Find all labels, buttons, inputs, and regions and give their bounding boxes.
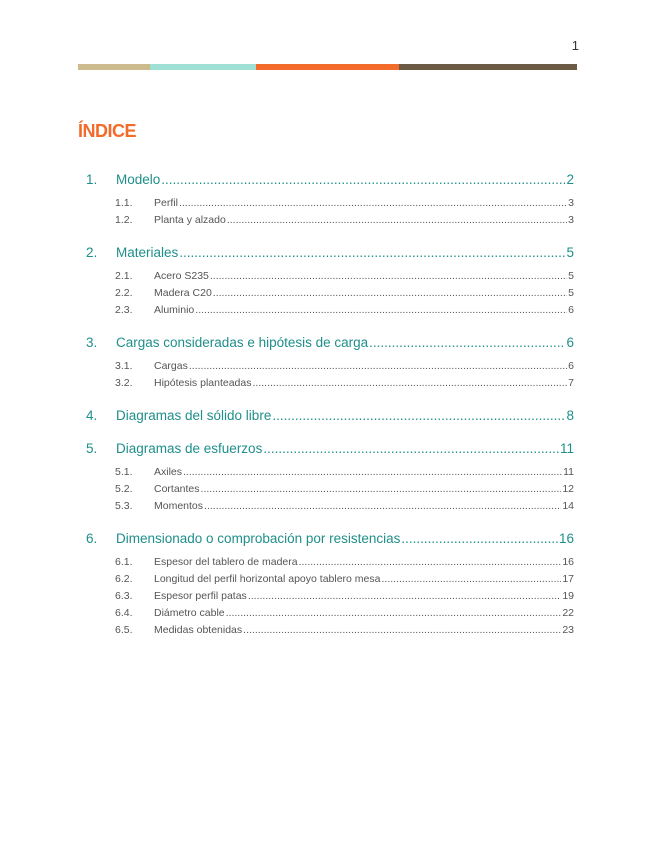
subsection-number: 5.3. [115, 500, 133, 512]
dot-leader [213, 285, 567, 302]
section-title: Materiales [116, 245, 179, 260]
subsection-number: 2.2. [115, 287, 133, 299]
color-bar-segment-1 [78, 64, 150, 70]
toc-subsection-entry[interactable] [115, 605, 574, 622]
toc-section [86, 407, 574, 425]
section-title: Diagramas del sólido libre [116, 408, 272, 423]
toc-section [86, 530, 574, 639]
section-page-number: 6 [566, 335, 574, 350]
subsection-page-number: 5 [568, 287, 574, 299]
toc-section-entry[interactable] [86, 407, 574, 425]
toc-section-entry[interactable] [86, 171, 574, 189]
section-page-number: 5 [566, 245, 574, 260]
dot-leader [299, 554, 562, 571]
subsection-page-number: 12 [562, 483, 574, 495]
subsection-number: 6.5. [115, 624, 133, 636]
dot-leader [272, 407, 565, 425]
subsection-number: 6.1. [115, 556, 133, 568]
subsection-page-number: 5 [568, 270, 574, 282]
toc-subsection-entry[interactable] [115, 554, 574, 571]
subsection-title: Espesor perfil patas [154, 590, 247, 602]
subsection-title: Perfil [154, 197, 178, 209]
subsection-title: Medidas obtenidas [154, 624, 243, 636]
section-page-number: 11 [559, 441, 574, 456]
color-bar-segment-4 [399, 64, 577, 70]
toc-subsection-entry[interactable] [115, 498, 574, 515]
dot-leader [179, 244, 565, 262]
subsection-number: 2.1. [115, 270, 133, 282]
subsection-title: Momentos [154, 500, 204, 512]
subsection-number: 6.3. [115, 590, 133, 602]
subsection-page-number: 11 [563, 466, 574, 478]
toc-section [86, 440, 574, 515]
section-number: 1. [86, 172, 98, 187]
toc-subsection-list [86, 464, 574, 515]
toc-subsection-entry[interactable] [115, 285, 574, 302]
color-bar-segment-2 [150, 64, 256, 70]
section-page-number: 2 [566, 172, 574, 187]
toc-subsection-entry[interactable] [115, 571, 574, 588]
toc-subsection-entry[interactable] [115, 358, 574, 375]
toc-section [86, 334, 574, 392]
subsection-title: Axiles [154, 466, 183, 478]
section-number: 4. [86, 408, 98, 423]
subsection-number: 6.2. [115, 573, 133, 585]
toc-section-entry[interactable] [86, 334, 574, 352]
subsection-number: 6.4. [115, 607, 133, 619]
section-page-number: 8 [566, 408, 574, 423]
section-title: Modelo [116, 172, 161, 187]
toc-subsection-entry[interactable] [115, 375, 574, 392]
subsection-page-number: 3 [568, 197, 574, 209]
toc-subsection-list [86, 554, 574, 639]
subsection-title: Acero S235 [154, 270, 209, 282]
subsection-number: 5.1. [115, 466, 133, 478]
dot-leader [227, 212, 567, 229]
subsection-number: 3.2. [115, 377, 133, 389]
table-of-contents [86, 171, 574, 654]
subsection-title: Cortantes [154, 483, 200, 495]
toc-subsection-entry[interactable] [115, 588, 574, 605]
toc-subsection-entry[interactable] [115, 481, 574, 498]
toc-subsection-entry[interactable] [115, 622, 574, 639]
section-number: 2. [86, 245, 98, 260]
subsection-page-number: 23 [562, 624, 574, 636]
dot-leader [226, 605, 562, 622]
toc-subsection-entry[interactable] [115, 268, 574, 285]
subsection-number: 2.3. [115, 304, 133, 316]
toc-heading: ÍNDICE [78, 121, 137, 141]
subsection-title: Diámetro cable [154, 607, 225, 619]
section-number: 3. [86, 335, 98, 350]
dot-leader [252, 375, 567, 392]
toc-subsection-entry[interactable] [115, 464, 574, 481]
dot-leader [183, 464, 562, 481]
color-bar-segment-3 [256, 64, 399, 70]
toc-section-entry[interactable] [86, 530, 574, 548]
dot-leader [179, 195, 567, 212]
toc-section [86, 171, 574, 229]
subsection-number: 5.2. [115, 483, 133, 495]
dot-leader [204, 498, 561, 515]
subsection-title: Aluminio [154, 304, 195, 316]
page-number: 1 [571, 38, 579, 53]
toc-section [86, 244, 574, 319]
section-title: Diagramas de esfuerzos [116, 441, 263, 456]
toc-subsection-entry[interactable] [115, 302, 574, 319]
subsection-page-number: 22 [562, 607, 574, 619]
subsection-number: 1.1. [115, 197, 133, 209]
header-color-bar [78, 64, 577, 70]
subsection-page-number: 7 [568, 377, 574, 389]
subsection-page-number: 14 [562, 500, 574, 512]
toc-section-entry[interactable] [86, 244, 574, 262]
subsection-number: 1.2. [115, 214, 133, 226]
subsection-title: Madera C20 [154, 287, 212, 299]
subsection-page-number: 19 [562, 590, 574, 602]
dot-leader [243, 622, 561, 639]
toc-subsection-entry[interactable] [115, 212, 574, 229]
dot-leader [369, 334, 565, 352]
subsection-page-number: 17 [562, 573, 574, 585]
subsection-title: Planta y alzado [154, 214, 226, 226]
toc-section-entry[interactable] [86, 440, 574, 458]
section-title: Cargas consideradas e hipótesis de carga [116, 335, 369, 350]
dot-leader [161, 171, 565, 189]
dot-leader [189, 358, 567, 375]
toc-subsection-entry[interactable] [115, 195, 574, 212]
section-title: Dimensionado o comprobación por resistencias [116, 531, 401, 546]
toc-subsection-list [86, 195, 574, 229]
subsection-page-number: 6 [568, 360, 574, 372]
section-number: 6. [86, 531, 98, 546]
dot-leader [401, 530, 558, 548]
dot-leader [263, 440, 559, 458]
toc-subsection-list [86, 358, 574, 392]
dot-leader [381, 571, 561, 588]
subsection-title: Hipótesis planteadas [154, 377, 252, 389]
dot-leader [210, 268, 567, 285]
subsection-title: Espesor del tablero de madera [154, 556, 298, 568]
section-page-number: 16 [558, 531, 574, 546]
dot-leader [201, 481, 562, 498]
dot-leader [248, 588, 562, 605]
subsection-page-number: 6 [568, 304, 574, 316]
subsection-title: Longitud del perfil horizontal apoyo tablero mesa [154, 573, 381, 585]
subsection-page-number: 16 [562, 556, 574, 568]
subsection-page-number: 3 [568, 214, 574, 226]
subsection-number: 3.1. [115, 360, 133, 372]
toc-subsection-list [86, 268, 574, 319]
subsection-title: Cargas [154, 360, 188, 372]
section-number: 5. [86, 441, 98, 456]
dot-leader [195, 302, 567, 319]
